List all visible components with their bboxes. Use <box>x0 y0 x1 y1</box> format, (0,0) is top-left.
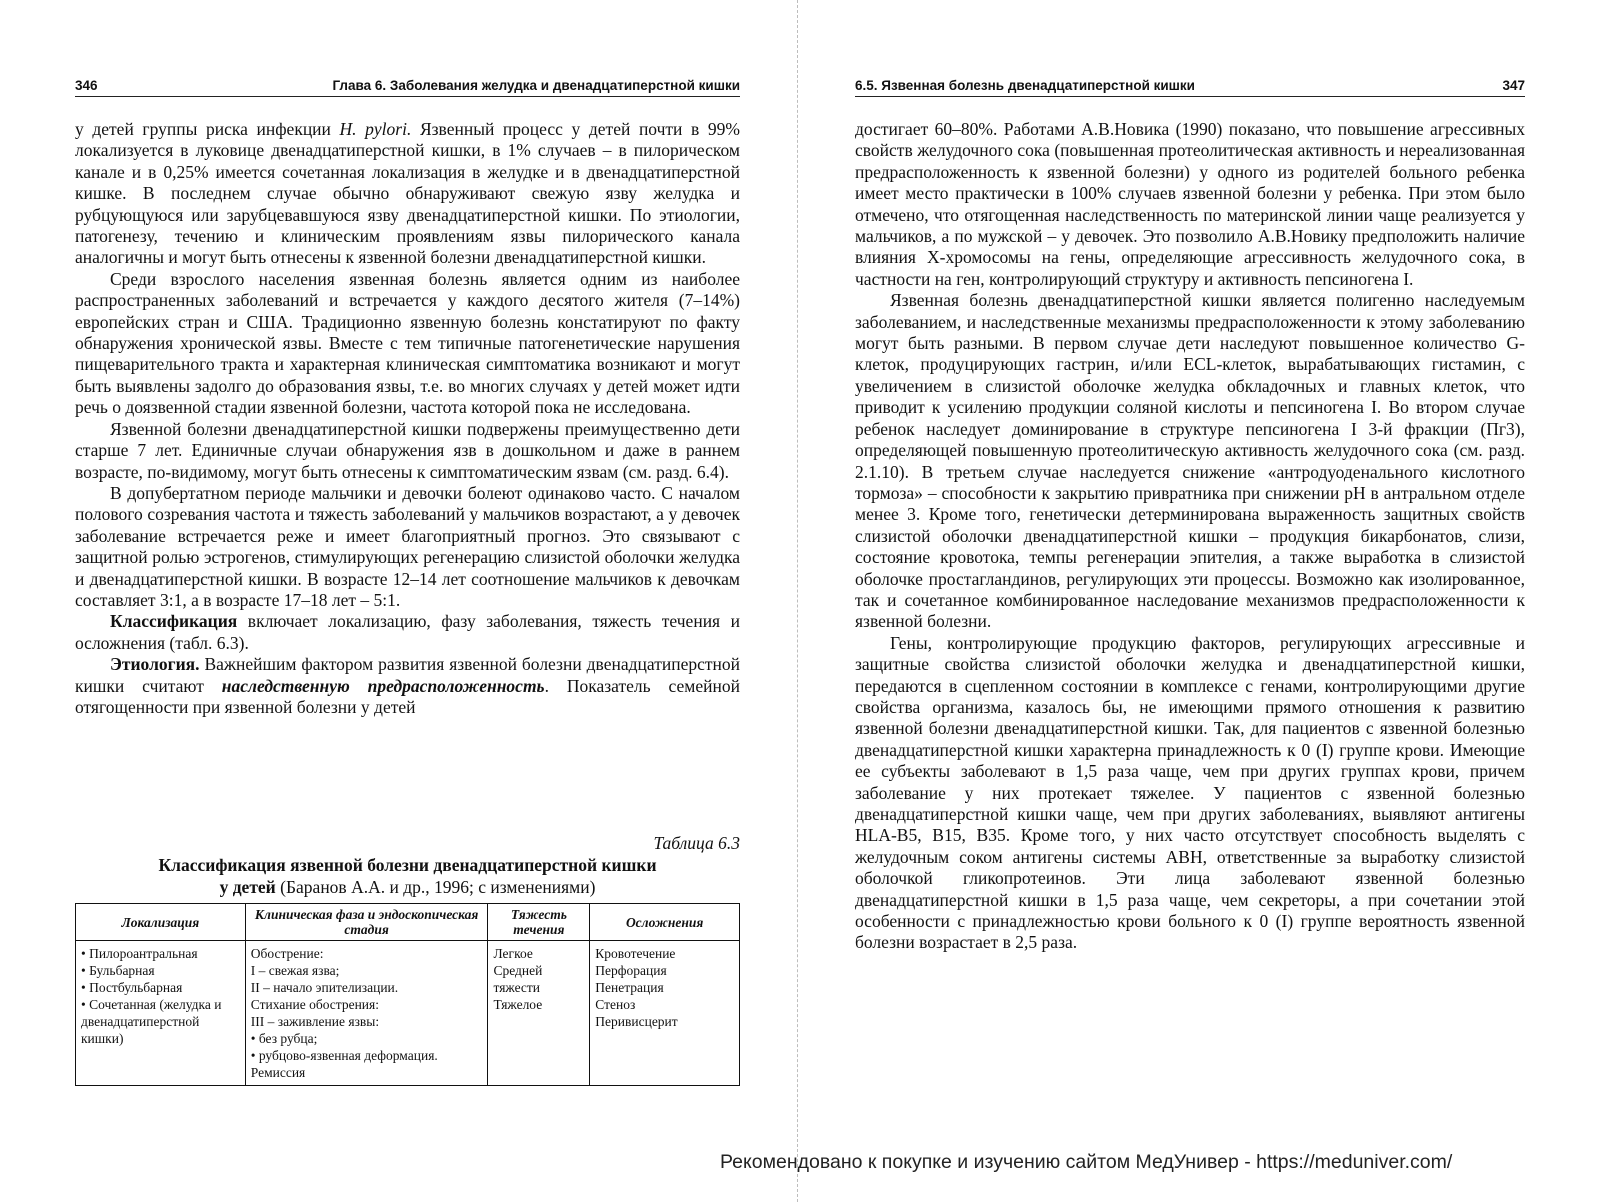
right-page <box>855 0 1525 1202</box>
left-page <box>75 0 740 1202</box>
page-gutter <box>797 0 798 1202</box>
cell-complications <box>590 941 740 1086</box>
right-body-text <box>855 119 1525 954</box>
list-item: Тяжелое <box>493 997 543 1012</box>
footer-recommendation: Рекомендовано к покупке и изучению сайтом МедУнивер - https://meduniver.com/ <box>720 1151 1453 1173</box>
list-item: Ремиссия <box>250 1065 306 1080</box>
table-title-line-1: Классификация язвенной болезни двенадцатиперстной кишки <box>158 855 657 875</box>
list-item: • без рубца; <box>251 1030 483 1047</box>
left-p5-text: включает локализацию, фазу заболевания, тяжесть течения и осложнения (табл. 6.3). <box>75 611 740 653</box>
classification-table <box>75 903 740 1086</box>
left-p1-text-b: Язвенный процесс у детей почти в 99% локализуется в луковице двенадцатиперстной кишки, в 1% случаев – в пилорическом канале и в 0,25% имеется сочетанная локализация в желудке и в двенадцатиперстной кишке. В последнем случае обычно обнаруживают свежую язву желудка и рубцующуюся или зарубцевавшуюся язву двенадцатиперстной кишки. По этиологии, патогенезу, течению и клиническим проявлениям язвы пилорического канала аналогичны и могут быть отнесены к язвенной болезни двенадцатиперстной кишки. <box>75 119 740 268</box>
cell-localization <box>76 941 246 1086</box>
list-item: Стихание обострения: <box>250 997 379 1012</box>
list-item: Перфорация <box>595 963 667 978</box>
header-clinical-phase: Клиническая фаза и эндоскопическая стадия <box>245 904 488 941</box>
right-paragraph-1: достигает 60–80%. Работами А.В.Новика (1990) показано, что повышение агрессивных свойств желудочного сока (повышенная протеолитическая активность и нереализованная предрасположенность к язвенной болезни) у одного из родителей больного ребенка имеет место практически в 100% случаев язвенной болезни у ребенка. При этом было отмечено, что отягощенная наследственность по материнской линии чаще реализуется у мальчиков, а по мужской – у девочек. Это позволило А.В.Новику предположить наличие влияния Х-хромосомы на гены, определяющие агрессивность желудочного сока, в частности на ген, контролирующий структуру и активность пепсиногена I. <box>855 119 1525 289</box>
header-complications: Осложнения <box>590 904 740 941</box>
left-paragraph-5 <box>75 611 740 654</box>
table-title-line-2-bold: у детей <box>219 877 276 897</box>
list-item: III – заживление язвы: <box>250 1014 380 1029</box>
classification-term: Классификация <box>110 611 238 632</box>
right-section-title: 6.5. Язвенная болезнь двенадцатиперстной кишки <box>855 78 1195 93</box>
list-item: Перивисцерит <box>595 1014 678 1029</box>
cell-clinical-phase <box>245 941 488 1086</box>
hereditary-term: наследственную предрасположенность <box>221 675 545 696</box>
left-page-number: 346 <box>75 78 98 93</box>
left-paragraph-4: В допубертатном периоде мальчики и девочки болеют одинаково часто. С началом полового созревания частота и тяжесть заболеваний у мальчиков возрастают, а у девочек заболевание встречается реже и имеет благоприятный прогноз. Это связывают с защитной ролью эстрогенов, стимулирующих регенерацию слизистой оболочки желудка и двенадцатиперстной кишки. В возрасте 12–14 лет соотношение мальчиков к девочкам составляет 3:1, а в возрасте 17–18 лет – 5:1. <box>75 482 740 610</box>
left-chapter-title: Глава 6. Заболевания желудка и двенадцатиперстной кишки <box>332 78 740 93</box>
left-paragraph-2: Среди взрослого населения язвенная болезнь является одним из наиболее распространенных заболеваний и встречается у каждого десятого жителя (7–14%) европейских стран и США. Традиционно язвенную болезнь констатируют по факту обнаружения хронической язвы. Вместе с тем типичные патогенетические нарушения пищеварительного тракта и характерная клиническая симптоматика возникают и могут быть выявлены задолго до образования язвы, т.е. во многих случаях у детей может идти речь о доязвенной стадии язвенной болезни, частота которой пока не исследована. <box>75 268 740 418</box>
right-page-number: 347 <box>1502 78 1525 93</box>
right-running-header <box>855 78 1525 97</box>
table-title <box>75 854 740 898</box>
list-item: • рубцово-язвенная деформация. <box>251 1047 483 1064</box>
etiology-term: Этиология. <box>110 654 200 675</box>
list-item: Обострение: <box>250 946 324 961</box>
left-p1-italic: H. pylori. <box>339 119 412 139</box>
right-paragraph-3: Гены, контролирующие продукцию факторов, регулирующих агрессивные и защитные свойства слизистой оболочки желудка и двенадцатиперстной кишки, передаются в сцепленном состоянии в комплексе с генами, контролирующими другие свойства организма, казалось бы, не имеющими прямого отношения к развитию язвенной болезни двенадцатиперстной кишки. Так, для пациентов с язвенной болезнью двенадцатиперстной кишки характерна принадлежность к 0 (I) группе крови. Имеющие ее субъекты заболевают в 1,5 раза чаще, чем при других группах крови, причем заболевание у них протекает тяжелее. У пациентов с язвенной болезнью двенадцатиперстной кишки чаще, чем при других заболеваниях, выявляют антигены HLA-B5, B15, B35. Кроме того, у них часто отсутствует способность выделять с желудочным соком антигены системы ABH, ответственные за выработку слизистой оболочкой гликопротеинов. Эти лица заболевают язвенной болезнью двенадцатиперстной кишки в 1,5 раза чаще, чем секреторы, а при сочетании этой особенности с принадлежностью крови больного к 0 (I) группе вероятность язвенной болезни возрастает в 2,5 раза. <box>855 632 1525 953</box>
left-p1-text-a: у детей группы риска инфекции <box>75 119 340 139</box>
left-p6-text-a: Важнейшим фактором развития язвенной болезни двенадцатиперстной кишки считают <box>75 654 740 696</box>
table-label: Таблица 6.3 <box>653 833 740 853</box>
header-localization: Локализация <box>76 904 246 941</box>
table-row <box>76 941 740 1086</box>
list-item: Кровотечение <box>595 946 676 961</box>
left-paragraph-3: Язвенной болезни двенадцатиперстной кишки подвержены преимущественно дети старше 7 лет. Единичные случаи обнаружения язв в дошкольном и даже в раннем возрасте, по-видимому, могут быть отнесены к симптоматическим язвам (см. разд. 6.4). <box>75 418 740 482</box>
left-running-header <box>75 78 740 97</box>
list-item: Пенетрация <box>595 980 664 995</box>
list-item: I – свежая язва; <box>250 963 340 978</box>
left-body-text <box>75 119 740 718</box>
list-item: Легкое <box>493 946 533 961</box>
list-item: Средней тяжести <box>493 963 543 995</box>
list-item: • Сочетанная (желудка и двенадцатиперстной кишки) <box>81 996 240 1047</box>
list-item: • Бульбарная <box>81 962 240 979</box>
list-item: • Пилороантральная <box>81 945 240 962</box>
list-item: II – начало эпителизации. <box>250 980 399 995</box>
table-title-line-2: (Баранов А.А. и др., 1996; с изменениями) <box>275 877 596 897</box>
cell-severity <box>488 941 590 1086</box>
header-severity: Тяжесть течения <box>488 904 590 941</box>
left-paragraph-1 <box>75 119 740 269</box>
left-p6-text-c: . Показатель семейной отягощенности при язвенной болезни у детей <box>75 675 740 717</box>
left-paragraph-6 <box>75 654 740 718</box>
list-item: • Постбульбарная <box>81 979 240 996</box>
list-item: Стеноз <box>595 997 636 1012</box>
right-paragraph-2: Язвенная болезнь двенадцатиперстной кишки является полигенно наследуемым заболеванием, и наследственные механизмы предрасположенности к этому заболеванию могут быть разными. В первом случае дети наследуют повышенное количество G-клеток, продуцирующих гастрин, и/или ECL-клеток, вырабатывающих гистамин, с увеличением в слизистой оболочке желудка обкладочных и главных клеток, что приводит к усилению продукции соляной кислоты и пепсиногена I. Во втором случае ребенок наследует доминирование в структуре пепсиногена I 3-й фракции (Пг3), определяющей повышенную протеолитическую активность желудочного сока (см. разд. 2.1.10). В третьем случае наследуется снижение «антродуоденального кислотного тормоза» – способности к закрытию привратника при снижении pH в антральном отделе менее 3. Кроме того, генетически детерминирована выраженность защитных свойств слизистой оболочки двенадцатиперстной кишки – продукция бикарбонатов, слизи, состояние кровотока, темпы регенерации эпителия, а также выработка в слизистой оболочке простагландинов, регулирующих эти процессы. Возможно как изолированное, так и сочетанное комбинированное наследование механизмов предрасположенности к язвенной болезни. <box>855 290 1525 632</box>
table-header-row <box>76 904 740 941</box>
